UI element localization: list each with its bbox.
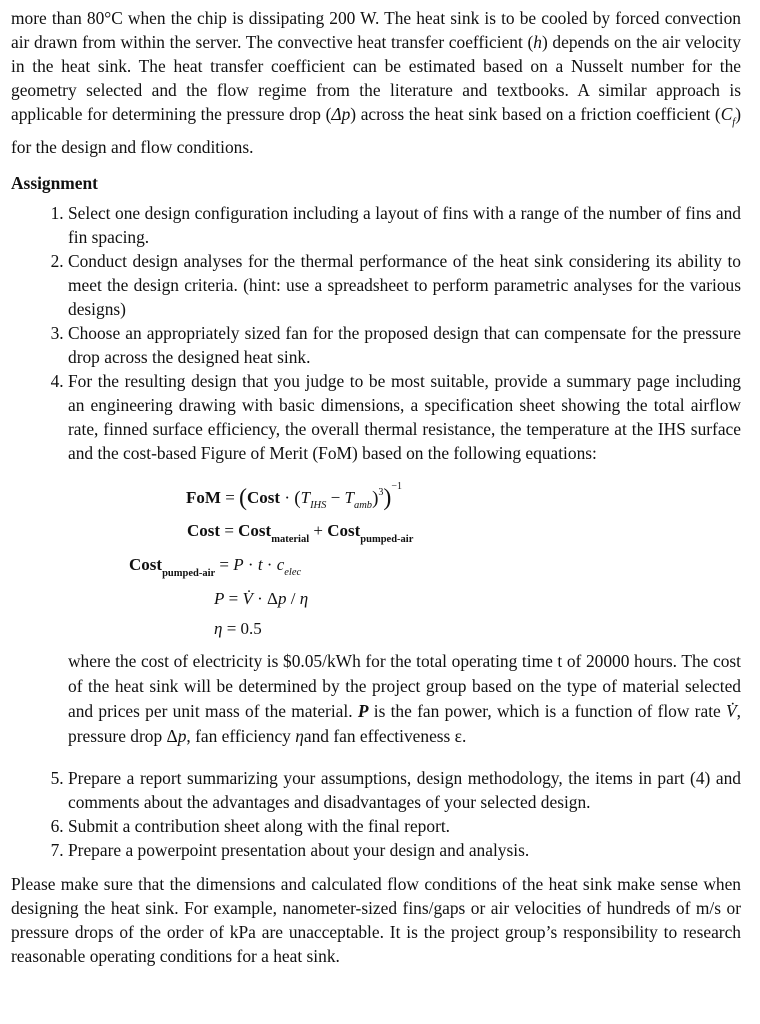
equation-block	[11, 475, 741, 645]
task-list	[11, 201, 741, 465]
power-equation: P = V̇ · Δp / η	[214, 589, 309, 608]
document-page	[11, 6, 741, 968]
fom-equation: FoM = (Cost · $(T_{IHS} - T_{amb})^3)^{-1}$	[186, 481, 403, 511]
task-item-2: 2. Conduct design analyses for the thermal performance of the heat sink considering its ability to meet the design criteria. (hint: use a spreadsheet to perform parametric analyses for the various designs)	[68, 249, 741, 321]
closing-paragraph: Please make sure that the dimensions and calculated flow conditions of the heat sink make sense when designing the heat sink. For example, nanometer-sized fins/gaps or air velocities of hundreds of m/s or pressure drops of the order of kPa are unacceptable. It is the project group’s responsibility to research reasonable operating conditions for a heat sink.	[11, 874, 741, 967]
h-symbol: h	[533, 32, 542, 52]
task-item-5: 5. Prepare a report summarizing your assumptions, design methodology, the items in part (4) and comments about the advantages and disadvantages of your selected design.	[68, 766, 741, 814]
intro-paragraph: more than 80°C when the chip is dissipating 200 W. The heat sink is to be cooled by forced convection air drawn from within the server. The convective heat transfer coefficient (h) depends on the air velocity in the heat sink. The heat transfer coefficient can be estimated based on a Nusselt number for the geometry selected and the flow regime from the literature and textbooks. A similar approach is applicable for determining the pressure drop (Δp) across the heat sink based on a friction coefficient $(C_f)$ for the design and flow conditions.	[11, 8, 742, 157]
task-item-4: 4. For the resulting design that you judge to be most suitable, provide a summary page including an engineering drawing with basic dimensions, a specification sheet showing the total airflow rate, finned surface efficiency, the overall thermal resistance, the temperature at the IHS surface and the cost-based Figure of Merit (FoM) based on the following equations:	[68, 369, 741, 465]
task-item-3: 3. Choose an appropriately sized fan for the proposed design that can compensate for the pressure drop across the designed heat sink.	[68, 321, 741, 369]
dp-symbol: Δp	[331, 104, 351, 124]
task-list-continued	[11, 766, 741, 862]
efficiency-equation: η = 0.5	[214, 619, 262, 638]
cf-symbol: C	[720, 104, 733, 124]
cost-note: where the cost of electricity is $0.05/kWh for the total operating time t of 20000 hours. The cost of the heat sink will be determined by the project group based on the type of material selected and prices per unit mass of the material. P is the fan power, which is a function of flow rate V̇, pressure drop Δp, fan efficiency ηand fan effectiveness ε.	[68, 651, 741, 746]
pumped-cost-equation: Cost$_{pumped-air}$ = $P \cdot t \cdot c_{elec}$	[129, 555, 302, 579]
task-item-6: 6. Submit a contribution sheet along with the final report.	[68, 814, 741, 838]
assignment-heading: Assignment	[11, 173, 98, 193]
cost-equation: Cost = Cost$_{material}$ + Cost$_{pumped-air}$	[187, 521, 414, 545]
task-item-7: 7. Prepare a powerpoint presentation about your design and analysis.	[68, 838, 741, 862]
task-item-1: 1. Select one design configuration including a layout of fins with a range of the number of fins and fin spacing.	[68, 201, 741, 249]
